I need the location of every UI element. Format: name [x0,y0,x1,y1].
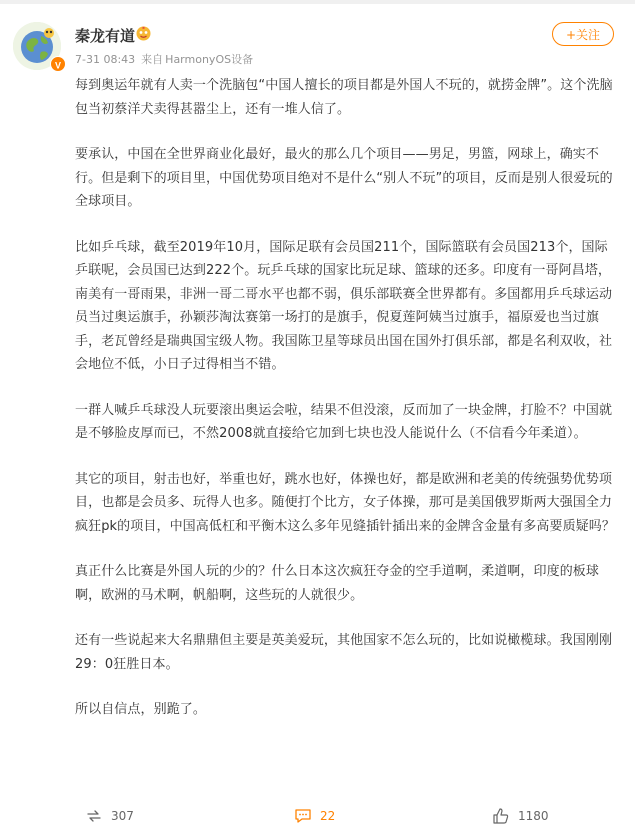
follow-button[interactable] [552,22,614,46]
username[interactable]: 秦龙有道 [75,27,136,45]
post-paragraph: 还有一些说起来大名鼎鼎但主要是英美爱玩，其他国家不怎么玩的，比如说橄榄球。我国刚刚29：0狂胜日本。 [75,633,613,672]
post-paragraph: 其它的项目，射击也好，举重也好，跳水也好，体操也好，都是欧洲和老美的传统强势优势项目，也都是会员多、玩得人也多。随便打个比方，女子体操，那可是美国俄罗斯两大强国全力疯狂pk的项目，中国高低杠和平衡木这么多年见缝插针插出来的金牌含金量有多高要质疑吗？ [75,471,615,534]
post-content [75,74,615,744]
source-device: HarmonyOS设备 [165,53,254,66]
post-paragraph: 真正什么比赛是外国人玩的少的？什么日本这次疯狂夺金的空手道啊，柔道啊，印度的板球啊，欧洲的马术啊，帆船啊，这些玩的人就很少。 [75,564,600,603]
like-button[interactable] [492,808,549,824]
post-paragraph: 比如乒乓球，截至2019年10月，国际足联有会员国211个，国际篮联有会员国213个，国际乒联呢，会员国已达到222个。玩乒乓球的国家比玩足球、篮球的还多。印度有一哥阿昌塔，南美有一哥雨果，非洲一哥二哥水平也都不弱，俱乐部联赛全世界都有。多国都用乒乓球运动员当过奥运旗手，孙颖莎淘汰赛第一场打的是旗手，倪夏莲阿姨当过旗手，福原爱也当过旗手，老瓦曾经是瑞典国宝级人物。我国陈卫星等球员出国在国外打俱乐部，都是名利双收，社会地位不低，小日子过得相当不错。 [75,239,613,372]
follow-button-label: +关注 [565,27,601,42]
post-meta [75,51,259,67]
source-prefix: 来自 [141,53,164,66]
repost-icon [85,808,103,824]
action-bar [0,800,635,836]
post-date[interactable]: 7-31 08:43 [75,53,136,66]
comment-count: 22 [320,809,336,823]
post-paragraph: 要承认，中国在全世界商业化最好，最火的那么几个项目——男足，男篮，网球上，确实不行。但是剩下的项目里，中国优势项目绝对不是什么“别人不玩”的项目，反而是别人很爱玩的全球项目。 [75,147,613,209]
repost-count: 307 [111,809,134,823]
vip-badge-icon [50,56,66,72]
comment-icon [294,808,312,824]
name-badge-icon [136,26,151,41]
svg-text:V: V [54,60,62,71]
repost-button[interactable] [85,808,134,824]
like-count: 1180 [518,809,549,823]
like-icon [492,808,510,824]
comment-button[interactable] [294,808,335,824]
post-paragraph: 所以自信点，别跪了。 [75,702,207,717]
post-paragraph: 一群人喊乒乓球没人玩要滚出奥运会啦，结果不但没滚，反而加了一块金牌，打脸不？中国就是不够脸皮厚而已，不然2008就直接给它加到七块也没人能说什么（不信看今年柔道）。 [75,402,613,441]
post-header [0,0,635,74]
post-paragraph: 每到奥运年就有人卖一个洗脑包“中国人擅长的项目都是外国人不玩的，就捞金牌”。这个洗脑包当初蔡洋犬卖得甚嚣尘上，还有一堆人信了。 [75,78,613,117]
